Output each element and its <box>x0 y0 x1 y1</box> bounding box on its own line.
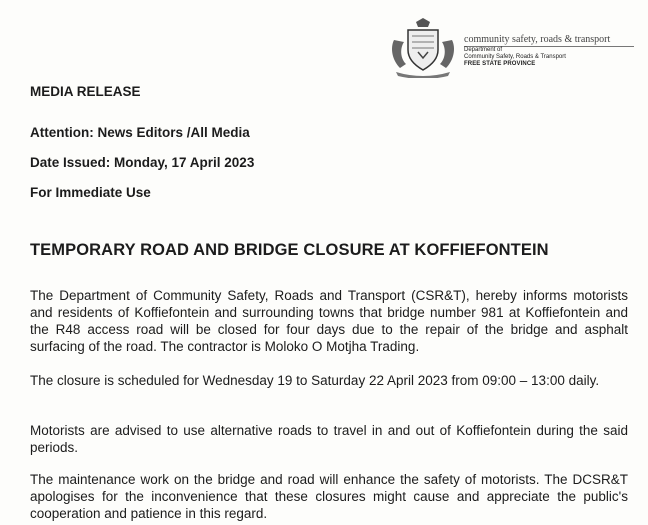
department-subtitle-1: Department of <box>464 47 503 53</box>
letterhead <box>464 34 634 68</box>
paragraph-apology: The maintenance work on the bridge and road will enhance the safety of motorists. The DCSR&T apologises for the inconvenience that these closures might cause and appreciate the public's cooperation and patience in this regard. <box>30 472 628 521</box>
document-title: TEMPORARY ROAD AND BRIDGE CLOSURE AT KOFFIEFONTEIN <box>30 241 549 259</box>
date-issued-line: Date Issued: Monday, 17 April 2023 <box>30 155 255 170</box>
paragraph-announcement: The Department of Community Safety, Roads and Transport (CSR&T), hereby informs motorists and residents of Koffiefontein and surrounding towns that bridge number 981 at Koffiefontein and the R48 access road will be closed for four days due to the repair of the bridge and asphalt surfacing of the road. The contractor is Moloko O Motjha Trading. <box>30 288 628 354</box>
province-name: FREE STATE PROVINCE <box>464 61 536 67</box>
department-subtitle-2: Community Safety, Roads & Transport <box>464 54 566 60</box>
attention-line: Attention: News Editors /All Media <box>30 125 250 140</box>
paragraph-schedule: The closure is scheduled for Wednesday 19 to Saturday 22 April 2023 from 09:00 – 13:00 daily. <box>30 373 600 388</box>
media-release-label: MEDIA RELEASE <box>30 84 141 99</box>
coat-of-arms-logo <box>388 18 458 78</box>
department-name: community safety, roads & transport <box>464 34 634 47</box>
immediate-use-line: For Immediate Use <box>30 185 151 200</box>
paragraph-advisory: Motorists are advised to use alternative roads to travel in and out of Koffiefontein during the said periods. <box>30 423 628 455</box>
